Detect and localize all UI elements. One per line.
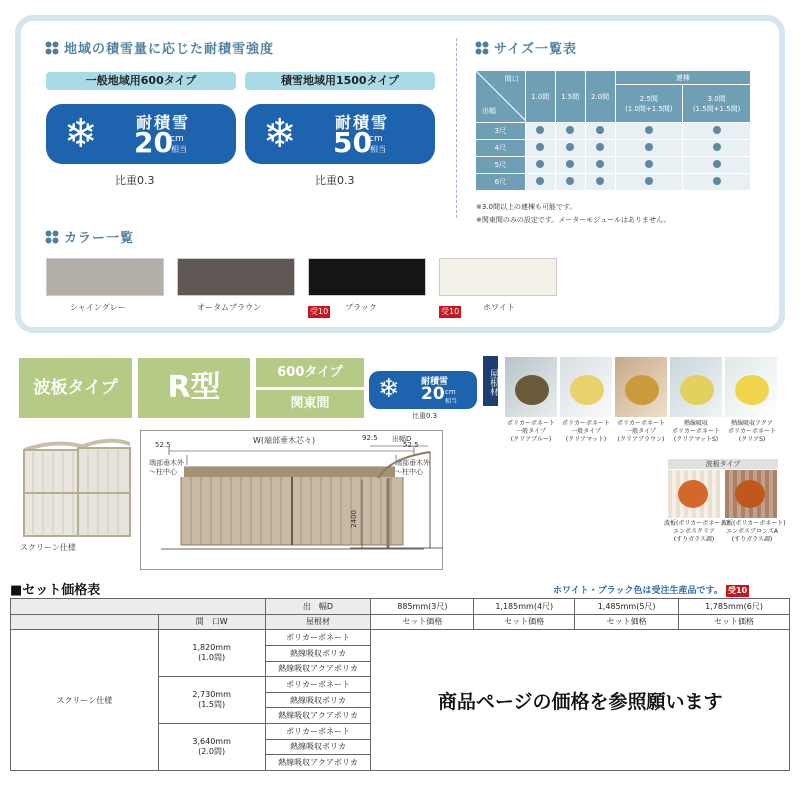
available-dot bbox=[536, 126, 544, 134]
size-col-5: 3.0間 (1.5間+1.5間) bbox=[683, 85, 751, 123]
roof-label: ポリカーボネート 一般タイプ (クリアマット) bbox=[562, 420, 610, 443]
width-cell: 3,640mm (2.0間) bbox=[158, 724, 265, 771]
size-col-3: 2.0間 bbox=[585, 71, 615, 123]
height-label: 2400 bbox=[350, 510, 358, 528]
set-price-header: セット価格 bbox=[679, 614, 790, 630]
available-dot bbox=[596, 177, 604, 185]
set-price-header: セット価格 bbox=[474, 614, 575, 630]
lemon-icon bbox=[515, 375, 549, 405]
available-dot bbox=[566, 177, 574, 185]
offset-left: 52.5 bbox=[155, 441, 171, 449]
side-diagram-drawing bbox=[350, 430, 443, 570]
type-label-box: 波板タイプ bbox=[19, 358, 132, 418]
header-depth-6: 1,785mm(6尺) bbox=[679, 599, 790, 615]
available-dot bbox=[645, 143, 653, 151]
set-price-header: セット価格 bbox=[575, 614, 679, 630]
available-dot bbox=[713, 143, 721, 151]
dots-icon bbox=[45, 41, 59, 55]
roof-type-cell: 熱線吸収ポリカ bbox=[265, 645, 371, 661]
roof-type-cell: ポリカーボネート bbox=[265, 630, 371, 646]
roof-type-cell: 熱線吸収ポリカ bbox=[265, 739, 371, 755]
roof-type-cell: 熱線吸収アクアポリカ bbox=[265, 708, 371, 724]
color-name-black: ブラック bbox=[345, 303, 377, 312]
swatch-autumn-brown bbox=[177, 258, 295, 296]
available-dot bbox=[713, 160, 721, 168]
color-name-white: ホワイト bbox=[483, 303, 515, 312]
lemon-icon bbox=[625, 375, 659, 405]
available-dot bbox=[596, 143, 604, 151]
order-badge: 受10 bbox=[441, 307, 460, 316]
side-diagram bbox=[350, 430, 443, 570]
size-section-title: サイズ一覧表 bbox=[475, 38, 577, 57]
roof-sample-clear-brown bbox=[615, 357, 667, 417]
color-section-title: カラー一覧 bbox=[45, 227, 134, 246]
available-dot bbox=[566, 160, 574, 168]
swatch-shine-gray bbox=[46, 258, 164, 296]
available-dot bbox=[596, 126, 604, 134]
depth-label: 出幅D bbox=[392, 435, 412, 443]
side-offset: 92.5 bbox=[362, 434, 378, 442]
size-corner: 間口 出幅 bbox=[476, 71, 526, 123]
snow-badge-600: ❄ 耐積雪 20 cm 相当 bbox=[46, 104, 236, 164]
available-dot bbox=[645, 160, 653, 168]
available-dot bbox=[713, 126, 721, 134]
roof-label: 熱線吸収アクア ポリカーボネート (クリアS) bbox=[728, 420, 776, 443]
module-box: 関東間 bbox=[256, 390, 364, 418]
size-table bbox=[475, 70, 751, 191]
roof-material-heading: 屋根材 bbox=[483, 356, 498, 406]
header-width: 間 口W bbox=[158, 614, 265, 630]
roof-sample-heat-matte bbox=[670, 357, 722, 417]
roof-type-cell: ポリカーボネート bbox=[265, 677, 371, 693]
available-dot bbox=[536, 143, 544, 151]
price-table bbox=[10, 598, 790, 771]
model-box: R型 bbox=[138, 358, 250, 418]
offset-right: 52.5 bbox=[403, 441, 419, 449]
snowflake-icon: ❄ bbox=[378, 374, 400, 404]
roof-label: ポリカーボネート 一般タイプ (クリアブルー) bbox=[507, 420, 555, 443]
swatch-white bbox=[439, 258, 557, 296]
price-notice: ホワイト・ブラック色は受注生産品です。 受10 bbox=[553, 586, 748, 596]
snow-badge-1500: ❄ 耐積雪 50 cm 相当 bbox=[245, 104, 435, 164]
lemon-icon bbox=[570, 375, 604, 405]
size-row: 5尺 bbox=[476, 157, 751, 174]
roof-type-cell: 熱線吸収ポリカ bbox=[265, 692, 371, 708]
size-group-header: 連棟 bbox=[615, 71, 751, 85]
dots-icon bbox=[475, 41, 489, 55]
available-dot bbox=[713, 177, 721, 185]
available-dot bbox=[566, 143, 574, 151]
snow-section-title: 地域の積雪量に応じた耐積雪強度 bbox=[45, 38, 274, 57]
available-dot bbox=[536, 177, 544, 185]
size-col-1: 1.0間 bbox=[525, 71, 555, 123]
roof-label: 熱線吸収 ポリカーボネート (クリアマットS) bbox=[672, 420, 720, 443]
order-badge: 受10 bbox=[727, 586, 748, 595]
ratio-1500: 比重0.3 bbox=[315, 174, 355, 187]
spec-cell: スクリーン仕様 bbox=[11, 630, 159, 771]
available-dot bbox=[645, 126, 653, 134]
wave-sample-bronze bbox=[725, 470, 777, 518]
w-label: W(端部垂木芯々) bbox=[253, 436, 316, 445]
available-dot bbox=[596, 160, 604, 168]
ratio-small: 比重0.3 bbox=[412, 412, 438, 420]
set-price-header: セット価格 bbox=[371, 614, 474, 630]
photo-caption: スクリーン仕様 bbox=[20, 543, 76, 552]
wave-type-label: 波板タイプ bbox=[668, 459, 778, 469]
size-note-1: ※3.0間以上の連棟も可能です。 bbox=[476, 203, 577, 211]
snow-badge-small: ❄ 耐積雪 20 cm 相当 bbox=[369, 371, 477, 409]
roof-label: ポリカーボネート 一般タイプ (クリアブラウン) bbox=[617, 420, 665, 443]
order-badge: 受10 bbox=[310, 307, 329, 316]
available-dot bbox=[645, 177, 653, 185]
wave-sample-clear bbox=[668, 470, 720, 518]
price-message: 商品ページの価格を参照願います bbox=[371, 630, 790, 771]
color-name-shine-gray: シャイングレー bbox=[70, 303, 126, 312]
right-note: 端部垂木外 ～柱中心 bbox=[395, 459, 430, 476]
size-col-2: 1.5間 bbox=[555, 71, 585, 123]
product-photo bbox=[18, 428, 136, 540]
persimmon-icon bbox=[678, 480, 708, 508]
size-note-2: ※関東間のみの設定です。メーターモジュールはありません。 bbox=[476, 216, 671, 224]
color-name-autumn-brown: オータムブラウン bbox=[197, 303, 261, 312]
type-label-600: 一般地域用600タイプ bbox=[46, 72, 236, 90]
type-label-1500: 積雪地域用1500タイプ bbox=[245, 72, 435, 90]
size-row: 3尺 bbox=[476, 123, 751, 140]
lemon-icon bbox=[735, 375, 769, 405]
header-roof: 屋根材 bbox=[265, 614, 371, 630]
swatch-black bbox=[308, 258, 426, 296]
width-cell: 2,730mm (1.5間) bbox=[158, 677, 265, 724]
header-depth-3: 885mm(3尺) bbox=[371, 599, 474, 615]
header-depth: 出 幅D bbox=[265, 599, 371, 615]
snowflake-icon: ❄ bbox=[263, 111, 297, 157]
snowflake-icon: ❄ bbox=[64, 111, 98, 157]
header-depth-4: 1,185mm(4尺) bbox=[474, 599, 575, 615]
lemon-icon bbox=[680, 375, 714, 405]
variant-box: 600タイプ bbox=[256, 358, 364, 387]
wave-label: 波板(ポリカーボネート) エンボスクリア (すりガラス調) bbox=[664, 520, 729, 543]
available-dot bbox=[566, 126, 574, 134]
wave-label: 波板(ポリカーボネート) エンボスブロンズA (すりガラス調) bbox=[721, 520, 786, 543]
size-col-4: 2.5間 (1.0間+1.5間) bbox=[615, 85, 683, 123]
divider bbox=[456, 38, 457, 218]
roof-sample-clear-matte bbox=[560, 357, 612, 417]
width-cell: 1,820mm (1.0間) bbox=[158, 630, 265, 677]
header-depth-5: 1,485mm(5尺) bbox=[575, 599, 679, 615]
roof-sample-heat-aqua bbox=[725, 357, 777, 417]
roof-sample-clear-blue bbox=[505, 357, 557, 417]
roof-type-cell: ポリカーボネート bbox=[265, 724, 371, 740]
size-row: 6尺 bbox=[476, 174, 751, 191]
persimmon-icon bbox=[735, 480, 765, 508]
size-row: 4尺 bbox=[476, 140, 751, 157]
left-note: 端部垂木外 ～柱中心 bbox=[149, 459, 184, 476]
ratio-600: 比重0.3 bbox=[115, 174, 155, 187]
available-dot bbox=[536, 160, 544, 168]
price-table-title: ■セット価格表 bbox=[10, 583, 101, 598]
roof-type-cell: 熱線吸収アクアポリカ bbox=[265, 661, 371, 677]
roof-type-cell: 熱線吸収アクアポリカ bbox=[265, 755, 371, 771]
dots-icon bbox=[45, 230, 59, 244]
